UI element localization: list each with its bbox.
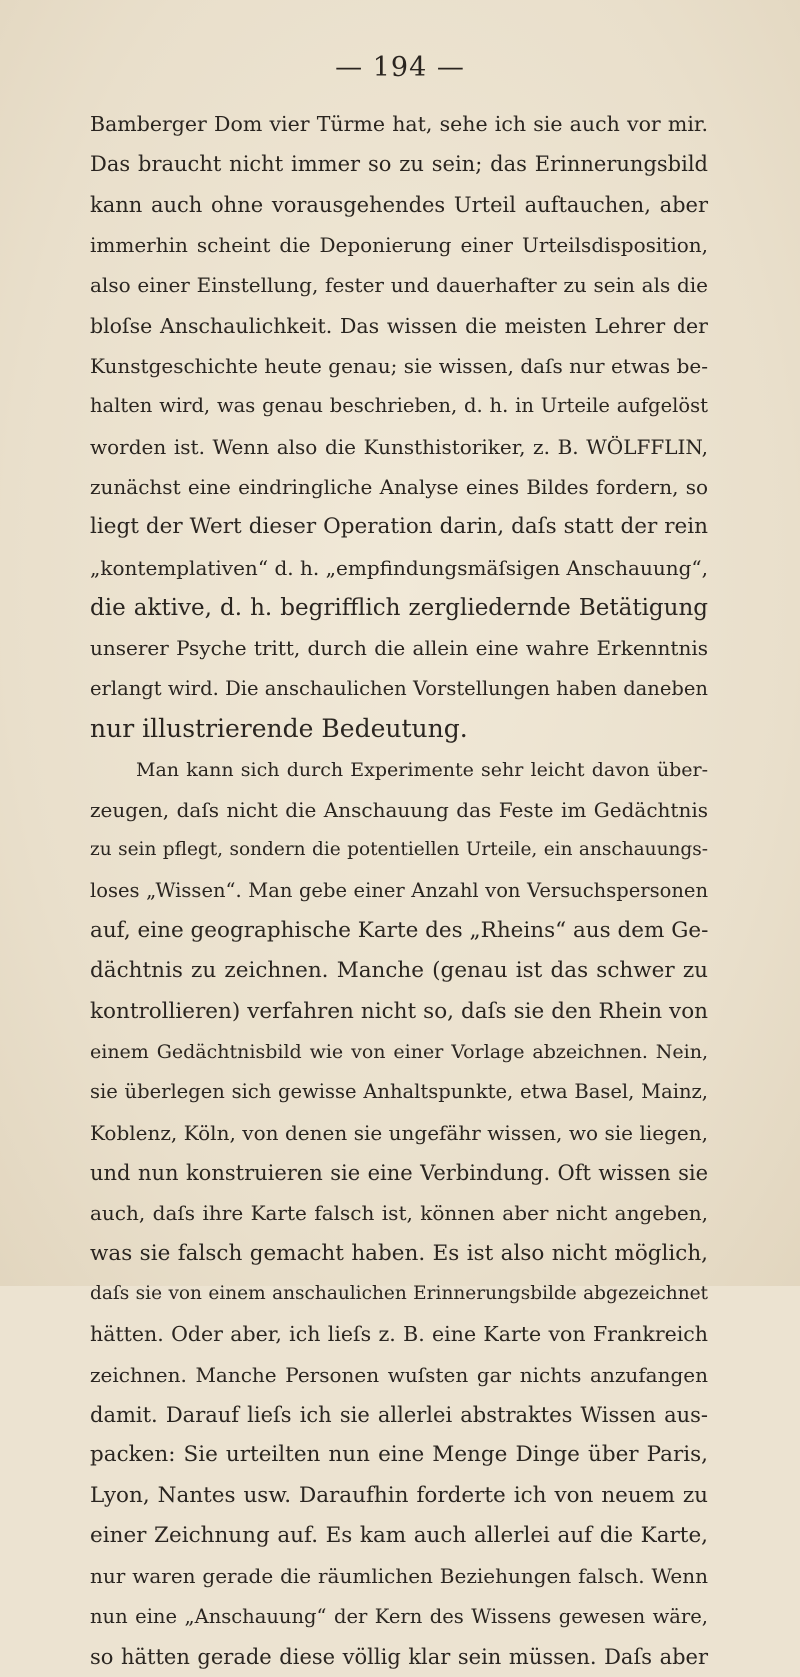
text-line: halten wird, was genau beschrieben, d. h. in Urteile aufgelöst bbox=[90, 394, 708, 418]
text-line: und nun konstruieren sie eine Verbindung. Oft wissen sie bbox=[90, 1160, 708, 1185]
text-line: liegt der Wert dieser Operation darin, daſs statt der rein bbox=[90, 514, 708, 540]
text-line: dächtnis zu zeichnen. Manche (genau ist das schwer zu bbox=[90, 958, 708, 984]
body-text bbox=[90, 104, 708, 1677]
text-line: die aktive, d. h. begrifflich zergliedernde Betätigung bbox=[90, 595, 708, 622]
text-line: zu sein pflegt, sondern die potentiellen Urteile, ein anschauungs- bbox=[90, 839, 708, 861]
text-line: so hätten gerade diese völlig klar sein müssen. Daſs aber bbox=[90, 1645, 708, 1670]
text-line: nur waren gerade die räumlichen Beziehungen falsch. Wenn bbox=[90, 1564, 708, 1589]
text-line: Kunstgeschichte heute genau; sie wissen, daſs nur etwas be- bbox=[90, 354, 708, 379]
text-line: nun eine „Anschauung“ der Kern des Wissens gewesen wäre, bbox=[90, 1604, 708, 1628]
text-line: immerhin scheint die Deponierung einer Urteilsdisposition, bbox=[90, 233, 708, 258]
text-line: hätten. Oder aber, ich lieſs z. B. eine Karte von Frankreich bbox=[90, 1322, 708, 1347]
text-line: packen: Sie urteilten nun eine Menge Dinge über Paris, bbox=[90, 1442, 708, 1468]
text-line: einem Gedächtnisbild wie von einer Vorlage abzeichnen. Nein, bbox=[90, 1040, 708, 1063]
text-line: bloſse Anschaulichkeit. Das wissen die meisten Lehrer der bbox=[90, 313, 708, 338]
text-line: nur illustrierende Bedeutung. bbox=[90, 714, 468, 744]
text-line: auch, daſs ihre Karte falsch ist, können aber nicht angeben, bbox=[90, 1201, 708, 1226]
text-line: worden ist. Wenn also die Kunsthistoriker, z. B. WÖLFFLIN, bbox=[90, 434, 708, 459]
text-line: Lyon, Nantes usw. Daraufhin forderte ich von neuem zu bbox=[90, 1482, 708, 1508]
text-line: Koblenz, Köln, von denen sie ungefähr wissen, wo sie liegen, bbox=[90, 1120, 708, 1145]
text-line: sie überlegen sich gewisse Anhaltspunkte, etwa Basel, Mainz, bbox=[90, 1080, 708, 1104]
text-line: damit. Darauf lieſs ich sie allerlei abstraktes Wissen aus- bbox=[90, 1403, 708, 1427]
text-line: auf, eine geographische Karte des „Rheins“ aus dem Ge- bbox=[90, 917, 709, 943]
text-line: kontrollieren) verfahren nicht so, daſs sie den Rhein von bbox=[90, 998, 708, 1024]
text-line: zunächst eine eindringliche Analyse eines Bildes fordern, so bbox=[90, 475, 708, 500]
text-line: Bamberger Dom vier Türme hat, sehe ich sie auch vor mir. bbox=[90, 112, 708, 136]
text-line: loses „Wissen“. Man gebe einer Anzahl von Versuchspersonen bbox=[90, 878, 708, 902]
text-line: zeichnen. Manche Personen wuſsten gar nichts anzufangen bbox=[90, 1362, 708, 1387]
text-line: erlangt wird. Die anschaulichen Vorstellungen haben daneben bbox=[90, 676, 708, 700]
text-line: zeugen, daſs nicht die Anschauung das Feste im Gedächtnis bbox=[90, 797, 708, 822]
text-line: einer Zeichnung auf. Es kam auch allerlei auf die Karte, bbox=[90, 1523, 708, 1549]
text-line: was sie falsch gemacht haben. Es ist also nicht möglich, bbox=[90, 1240, 708, 1266]
text-line: unserer Psyche tritt, durch die allein eine wahre Erkenntnis bbox=[90, 636, 708, 661]
text-line: kann auch ohne vorausgehendes Urteil auftauchen, aber bbox=[90, 192, 708, 217]
text-line: daſs sie von einem anschaulichen Erinnerungsbilde abgezeichnet bbox=[90, 1282, 708, 1304]
page-number: — 194 — bbox=[335, 52, 465, 83]
text-line: „kontemplativen“ d. h. „empfindungsmäſsigen Anschauung“, bbox=[90, 555, 708, 580]
text-line: Man kann sich durch Experimente sehr leicht davon über- bbox=[136, 758, 708, 781]
text-line: Das braucht nicht immer so zu sein; das Erinnerungsbild bbox=[90, 152, 708, 177]
text-line: also einer Einstellung, fester und dauerhafter zu sein als die bbox=[90, 273, 708, 298]
